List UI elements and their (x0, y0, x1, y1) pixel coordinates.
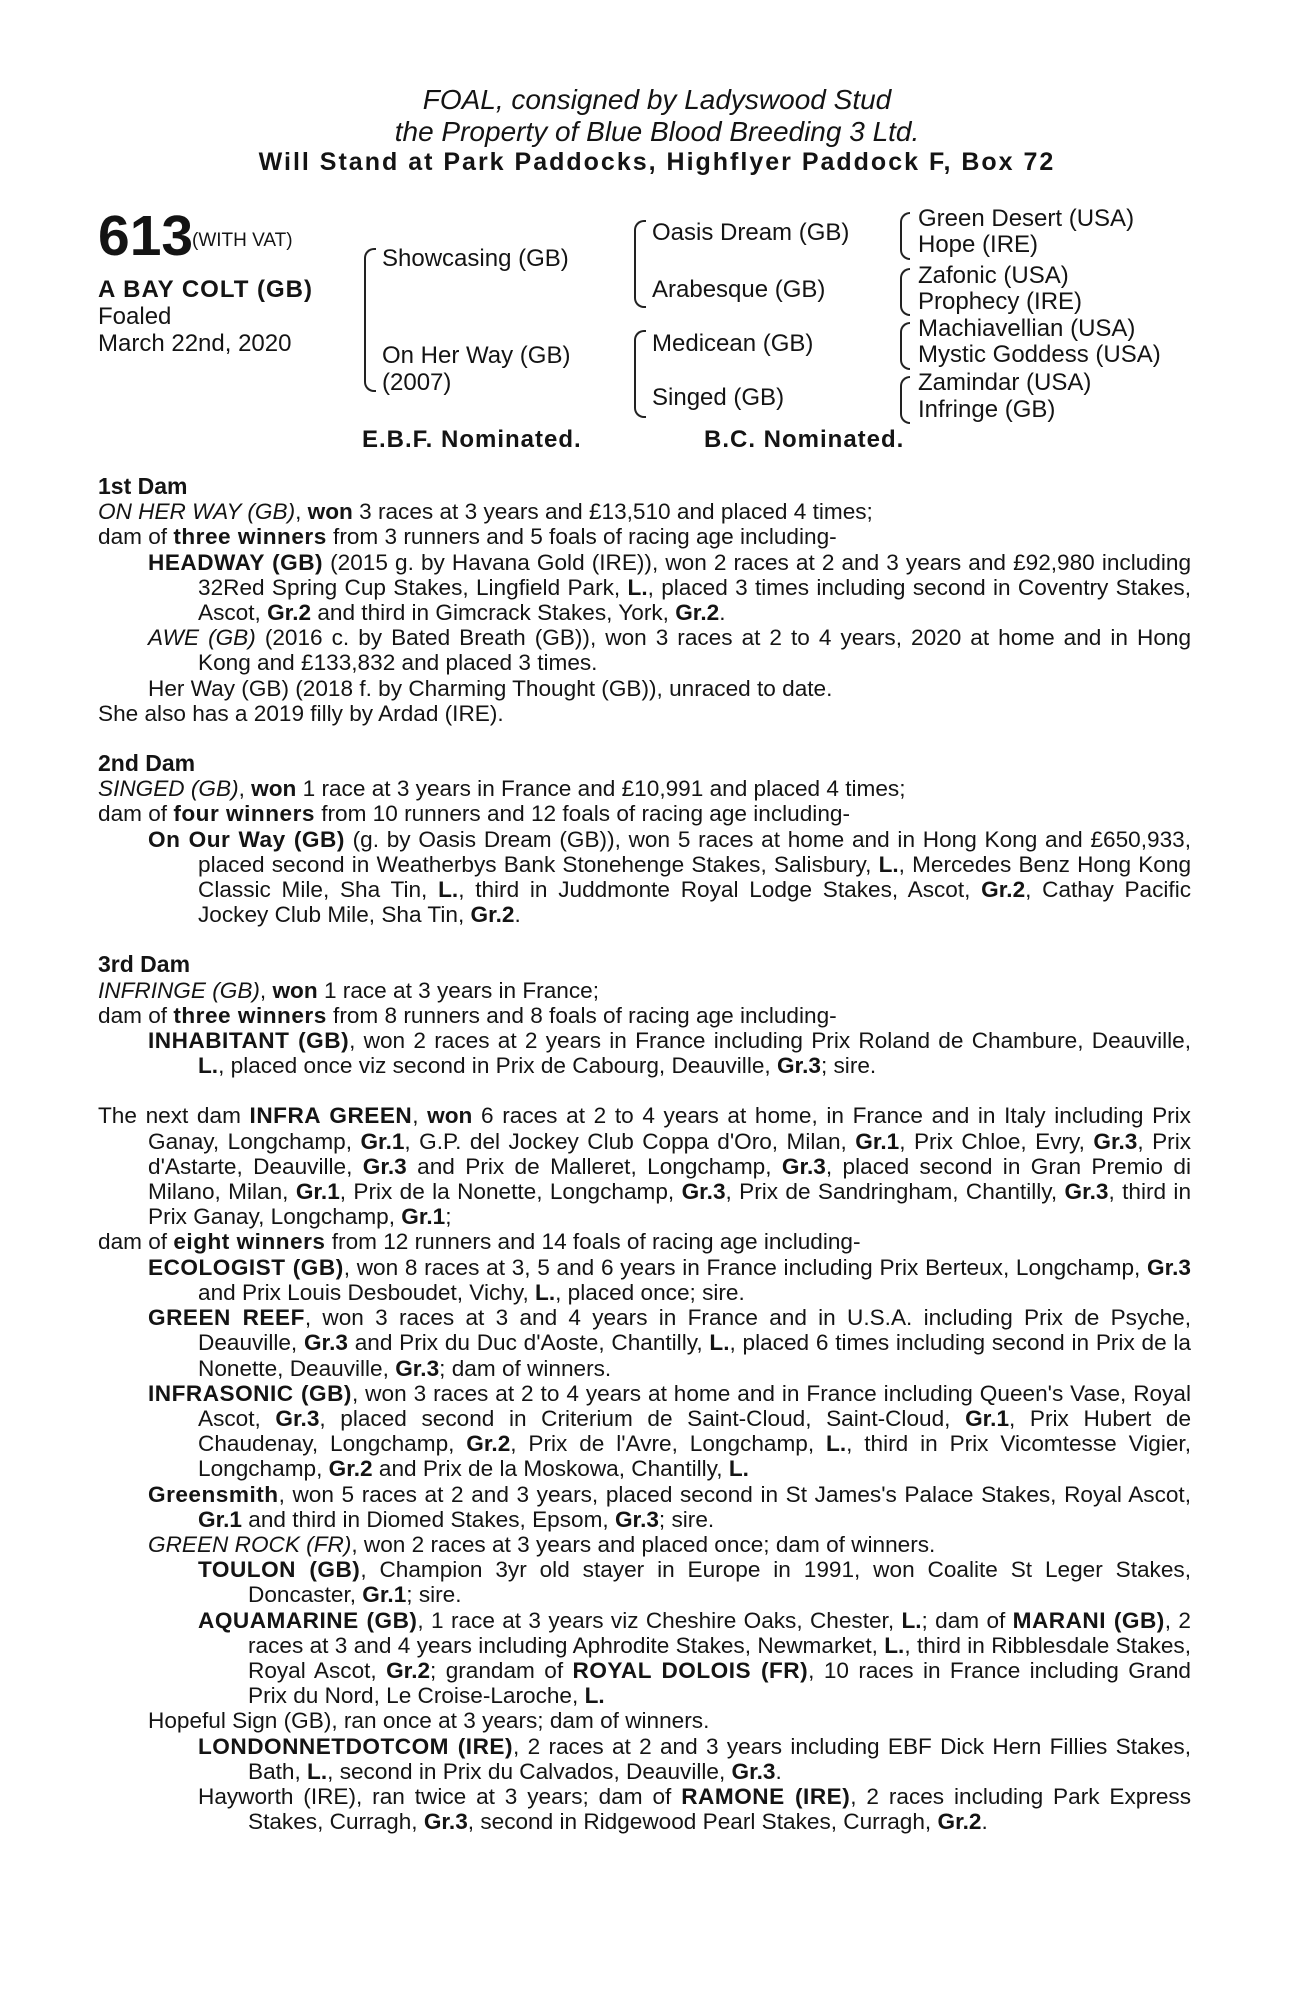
third-dam-heading: 3rd Dam (98, 951, 191, 978)
pedigree-dam-year: (2007) (382, 369, 452, 396)
vat-label: (WITH VAT) (192, 230, 293, 251)
bc-nominated: B.C. Nominated. (704, 426, 905, 453)
lot-title: A BAY COLT (GB) (98, 276, 314, 303)
catalogue-body (98, 474, 1191, 1834)
second-dam-produce: dam of four winners from 10 runners and 12 foals of racing age including- (98, 801, 850, 827)
pedigree-bracket (900, 268, 910, 316)
first-dam-heading: 1st Dam (98, 473, 188, 499)
pedigree-bracket (900, 212, 910, 260)
pedigree-sdd: Prophecy (IRE) (918, 288, 1083, 315)
ebf-nominated: E.B.F. Nominated. (362, 426, 582, 453)
header-line-1: FOAL, consigned by Ladyswood Stud (422, 84, 892, 115)
third-dam-produce: dam of three winners from 8 runners and 8 foals of racing age including- (98, 1002, 837, 1028)
pedigree-dss: Machiavellian (USA) (918, 315, 1136, 342)
first-dam-record: ON HER WAY (GB), won 3 races at 3 years and £13,510 and placed 4 times; (98, 499, 873, 525)
pedigree-sire: Showcasing (GB) (382, 245, 569, 272)
progeny-awe: AWE (GB) (2016 c. by Bated Breath (GB)), won 3 races at 2 to 4 years, 2020 at home and in Hong Kong and £133,832 and placed 3 times. (148, 625, 1192, 676)
first-dam-note: She also has a 2019 filly by Ardad (IRE). (98, 700, 504, 726)
first-dam-produce: dam of three winners from 3 runners and 5 foals of racing age including- (98, 524, 837, 550)
progeny-her-way: Her Way (GB) (2018 f. by Charming Thought (GB)), unraced to date. (148, 675, 833, 701)
pedigree-sds: Zafonic (USA) (918, 262, 1069, 289)
pedigree-sire-dam: Arabesque (GB) (652, 276, 826, 303)
pedigree-bracket (364, 248, 376, 392)
progeny-toulon: TOULON (GB), Champion 3yr old stayer in Europe in 1991, won Coalite St Leger Stakes, Doncaster, Gr.1; sire. (198, 1557, 1191, 1608)
pedigree-bracket (900, 376, 910, 424)
pedigree-sss: Green Desert (USA) (918, 205, 1135, 232)
fourth-dam-record: The next dam INFRA GREEN, won 6 races at 2 to 4 years at home, in France and in Italy including Prix Ganay, Longchamp, Gr.1, G.P. del Jockey Club Coppa d'Oro, Milan, Gr.1, Prix Chloe, Evry, Gr.3, Prix d'Astarte, Deauville, Gr.3 and Prix de Malleret, Longchamp, Gr.3, placed second in Gran Premio di Milano, Milan, Gr.1, Prix de la Nonette, Longchamp, Gr.3, Prix de Sandringham, Chantilly, Gr.3, third in Prix Ganay, Longchamp, Gr.1; (98, 1103, 1192, 1230)
pedigree-sire-sire: Oasis Dream (GB) (652, 219, 850, 246)
header-line-2: the Property of Blue Blood Breeding 3 Ltd. (394, 116, 920, 147)
progeny-headway: HEADWAY (GB) (2015 g. by Havana Gold (IRE)), won 2 races at 2 and 3 years and £92,980 including 32Red Spring Cup Stakes, Lingfield Park, L., placed 3 times including second in Coventry Stakes, Ascot, Gr.2 and third in Gimcrack Stakes, York, Gr.2. (148, 549, 1192, 626)
progeny-greensmith: Greensmith, won 5 races at 2 and 3 years, placed second in St James's Palace Stakes, Royal Ascot, Gr.1 and third in Diomed Stakes, Epsom, Gr.3; sire. (148, 1481, 1191, 1532)
progeny-londonnetdotcom: LONDONNETDOTCOM (IRE), 2 races at 2 and 3 years including EBF Dick Hern Fillies Stakes, Bath, L., second in Prix du Calvados, Deauville, Gr.3. (198, 1733, 1191, 1784)
pedigree-dsd: Mystic Goddess (USA) (918, 341, 1161, 368)
pedigree-dam-sire: Medicean (GB) (652, 330, 814, 357)
pedigree-ssd: Hope (IRE) (918, 231, 1039, 258)
progeny-infrasonic: INFRASONIC (GB), won 3 races at 2 to 4 years at home and in France including Queen's Vase, Royal Ascot, Gr.3, placed second in Criterium de Saint-Cloud, Saint-Cloud, Gr.1, Prix Hubert de Chaudenay, Longchamp, Gr.2, Prix de l'Avre, Longchamp, L., third in Prix Vicomtesse Vigier, Longchamp, Gr.2 and Prix de la Moskowa, Chantilly, L. (148, 1380, 1192, 1482)
header-line-3: Will Stand at Park Paddocks, Highflyer Paddock F, Box 72 (258, 148, 1056, 176)
second-dam-heading: 2nd Dam (98, 750, 196, 777)
second-dam-record: SINGED (GB), won 1 race at 3 years in France and £10,991 and placed 4 times; (98, 776, 906, 802)
pedigree-dam-dam: Singed (GB) (652, 384, 785, 411)
foaled-date: March 22nd, 2020 (98, 330, 292, 357)
progeny-green-reef: GREEN REEF, won 3 races at 3 and 4 years in France and in U.S.A. including Prix de Psyche, Deauville, Gr.3 and Prix du Duc d'Aoste, Chantilly, L., placed 6 times including second in Prix de la Nonette, Deauville, Gr.3; dam of winners. (148, 1305, 1191, 1381)
pedigree-bracket (634, 330, 646, 418)
pedigree-bracket (900, 322, 910, 370)
progeny-hopeful-sign: Hopeful Sign (GB), ran once at 3 years; dam of winners. (148, 1708, 710, 1734)
pedigree-dds: Zamindar (USA) (918, 369, 1092, 396)
fourth-dam-produce: dam of eight winners from 12 runners and 14 foals of racing age including- (98, 1229, 861, 1255)
progeny-inhabitant: INHABITANT (GB), won 2 races at 2 years in France including Prix Roland de Chambure, Deauville, L., placed once viz second in Prix de Cabourg, Deauville, Gr.3; sire. (148, 1028, 1191, 1079)
lot-number: 613 (98, 204, 194, 268)
progeny-hayworth: Hayworth (IRE), ran twice at 3 years; dam of RAMONE (IRE), 2 races including Park Express Stakes, Curragh, Gr.3, second in Ridgewood Pearl Stakes, Curragh, Gr.2. (198, 1783, 1192, 1835)
progeny-aquamarine: AQUAMARINE (GB), 1 race at 3 years viz Cheshire Oaks, Chester, L.; dam of MARANI (GB), 2 races at 3 and 4 years including Aphrodite Stakes, Newmarket, L., third in Ribblesdale Stakes, Royal Ascot, Gr.2; grandam of ROYAL DOLOIS (FR), 10 races in France including Grand Prix du Nord, Le Croise-Laroche, L. (198, 1607, 1192, 1709)
foaled-label: Foaled (98, 303, 172, 330)
progeny-green-rock: GREEN ROCK (FR), won 2 races at 3 years and placed once; dam of winners. (148, 1531, 936, 1557)
pedigree-bracket (634, 220, 646, 308)
third-dam-record: INFRINGE (GB), won 1 race at 3 years in France; (98, 977, 599, 1003)
progeny-on-our-way: On Our Way (GB) (g. by Oasis Dream (GB)), won 5 races at home and in Hong Kong and £650,933, placed second in Weatherbys Bank Stonehenge Stakes, Salisbury, L., Mercedes Benz Hong Kong Classic Mile, Sha Tin, L., third in Juddmonte Royal Lodge Stakes, Ascot, Gr.2, Cathay Pacific Jockey Club Mile, Sha Tin, Gr.2. (148, 826, 1192, 928)
progeny-ecologist: ECOLOGIST (GB), won 8 races at 3, 5 and 6 years in France including Prix Berteux, Longchamp, Gr.3 and Prix Louis Desboudet, Vichy, L., placed once; sire. (148, 1254, 1191, 1305)
pedigree-ddd: Infringe (GB) (918, 396, 1056, 423)
pedigree-dam: On Her Way (GB) (382, 342, 571, 369)
